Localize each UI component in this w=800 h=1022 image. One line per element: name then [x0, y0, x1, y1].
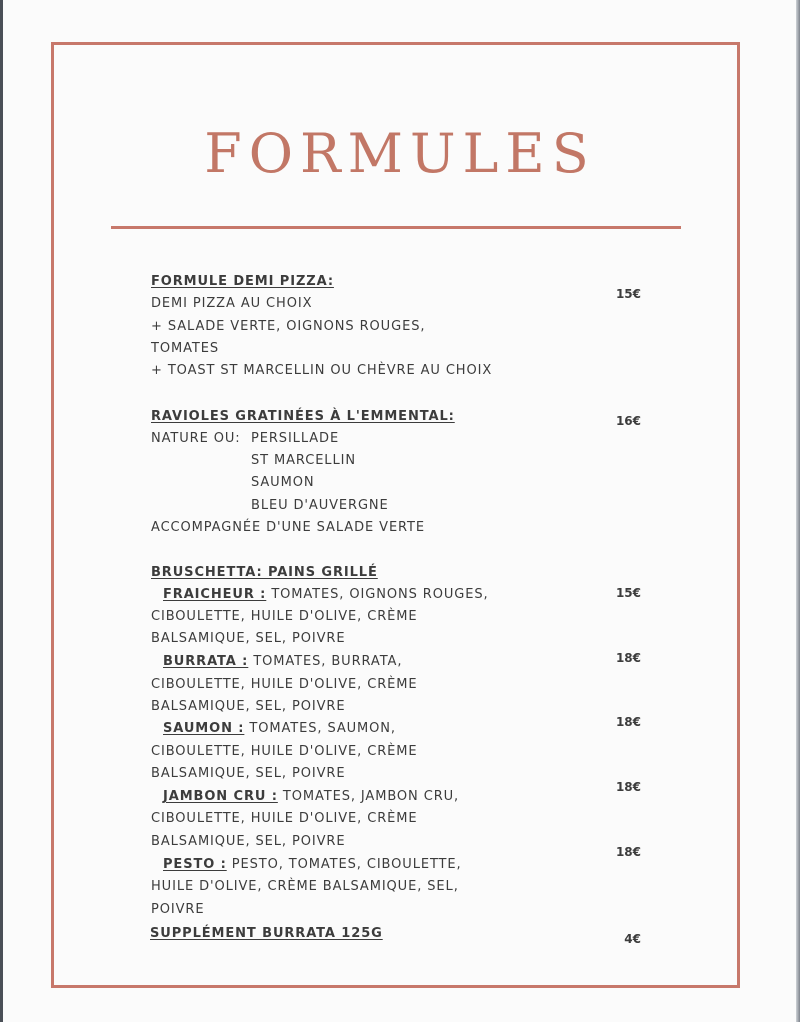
- ravioles-nature-label: NATURE OU:: [151, 431, 241, 446]
- bruschetta-item-fraicheur: [163, 586, 489, 604]
- price-fraicheur: 15€: [615, 586, 641, 600]
- menu-line: BALSAMIQUE, SEL, POIVRE: [151, 834, 346, 849]
- menu-line: BALSAMIQUE, SEL, POIVRE: [151, 766, 346, 781]
- menu-line: + TOAST ST MARCELLIN OU CHÈVRE AU CHOIX: [151, 363, 493, 378]
- bruschetta-item-jambon-cru: [163, 788, 459, 806]
- price-saumon: 18€: [615, 715, 641, 729]
- item-name: FRAICHEUR :: [163, 587, 267, 602]
- section-heading-demi-pizza: FORMULE DEMI PIZZA:: [151, 274, 334, 289]
- price-ravioles: 16€: [615, 414, 641, 428]
- title-divider: [111, 226, 681, 229]
- ravioles-option: SAUMON: [251, 475, 315, 490]
- item-desc: TOMATES, SAUMON,: [244, 721, 396, 736]
- bruschetta-item-pesto: [163, 856, 462, 874]
- price-pesto: 18€: [615, 845, 641, 859]
- item-name: PESTO :: [163, 857, 227, 872]
- price-jambon-cru: 18€: [615, 780, 641, 794]
- price-supplement: 4€: [624, 932, 641, 946]
- item-desc: TOMATES, OIGNONS ROUGES,: [266, 587, 489, 602]
- menu-line: BALSAMIQUE, SEL, POIVRE: [151, 631, 346, 646]
- menu-line: POIVRE: [151, 902, 205, 917]
- menu-line: HUILE D'OLIVE, CRÈME BALSAMIQUE, SEL,: [151, 879, 459, 894]
- menu-line: + SALADE VERTE, OIGNONS ROUGES,: [151, 319, 426, 334]
- menu-line: TOMATES: [151, 341, 219, 356]
- item-desc: PESTO, TOMATES, CIBOULETTE,: [226, 857, 462, 872]
- item-name: JAMBON CRU :: [163, 789, 278, 804]
- menu-line: BALSAMIQUE, SEL, POIVRE: [151, 699, 346, 714]
- price-demi-pizza: 15€: [615, 287, 641, 301]
- item-name: SAUMON :: [163, 721, 245, 736]
- ravioles-option: BLEU D'AUVERGNE: [251, 498, 389, 513]
- menu-line: DEMI PIZZA AU CHOIX: [151, 296, 313, 311]
- section-heading-bruschetta: BRUSCHETTA: PAINS GRILLÉ: [151, 565, 378, 580]
- ravioles-footer: ACCOMPAGNÉE D'UNE SALADE VERTE: [151, 520, 425, 535]
- bruschetta-item-burrata: [163, 653, 402, 671]
- page-title: FORMULES: [204, 122, 596, 185]
- menu-line: CIBOULETTE, HUILE D'OLIVE, CRÈME: [151, 811, 418, 826]
- item-desc: TOMATES, BURRATA,: [248, 654, 403, 669]
- price-burrata: 18€: [615, 651, 641, 665]
- menu-line: CIBOULETTE, HUILE D'OLIVE, CRÈME: [151, 744, 418, 759]
- section-heading-ravioles: RAVIOLES GRATINÉES À L'EMMENTAL:: [151, 409, 455, 424]
- menu-line: CIBOULETTE, HUILE D'OLIVE, CRÈME: [151, 609, 418, 624]
- ravioles-option: ST MARCELLIN: [251, 453, 356, 468]
- menu-line: CIBOULETTE, HUILE D'OLIVE, CRÈME: [151, 677, 418, 692]
- item-name: BURRATA :: [163, 654, 249, 669]
- item-desc: TOMATES, JAMBON CRU,: [277, 789, 460, 804]
- section-heading-supplement: SUPPLÉMENT BURRATA 125G: [150, 926, 383, 941]
- bruschetta-item-saumon: [163, 720, 396, 738]
- ravioles-option: PERSILLADE: [251, 431, 340, 446]
